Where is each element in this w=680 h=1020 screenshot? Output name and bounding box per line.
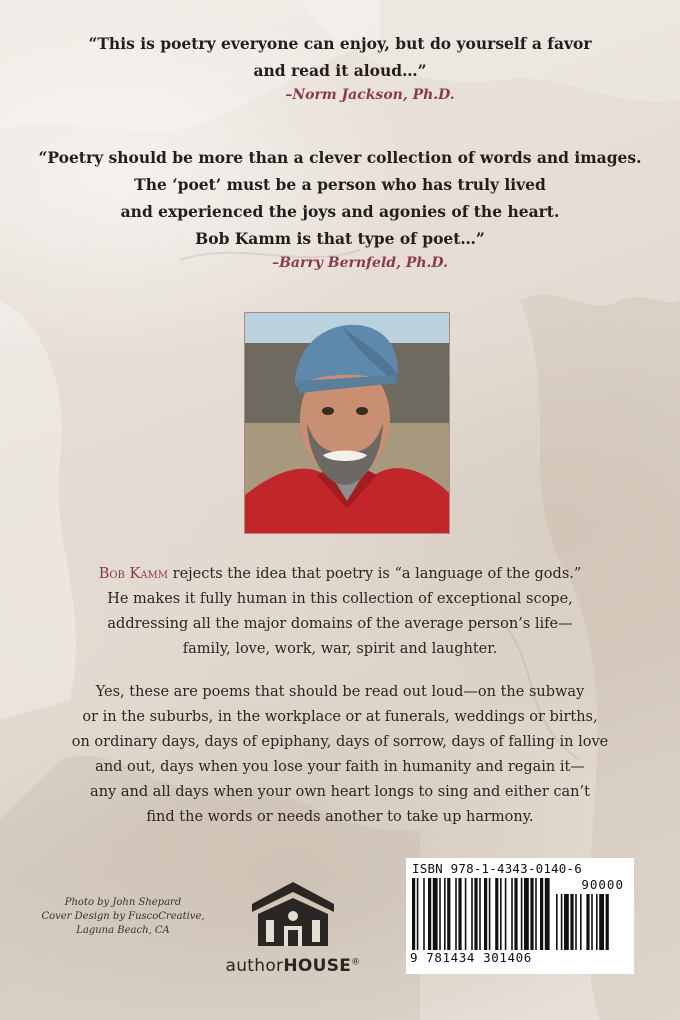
quote-1-attribution: –Norm Jackson, Ph.D. (285, 87, 455, 103)
description-paragraph-1 (0, 562, 680, 662)
description-p2-line-1: Yes, these are poems that should be read out loud—on the subway (95, 684, 585, 700)
description-line-1 (0, 562, 680, 587)
design-credit-line-1: Cover Design by FuscoCreative, (41, 911, 205, 922)
description-p2-line-4: and out, days when you lose your faith in humanity and regain it— (95, 759, 585, 775)
quote-2-line-4: Bob Kamm is that type of poet…” (195, 229, 485, 248)
author-photo (244, 312, 450, 534)
house-logo-icon (218, 880, 368, 952)
price-code: 90000 (581, 877, 624, 892)
publisher-name-light: author (225, 956, 284, 976)
author-name: Bob Kamm (98, 566, 169, 582)
description-paragraph-2 (0, 680, 680, 830)
description-line-2: He makes it fully human in this collection of exceptional scope, (107, 591, 573, 607)
quote-2-line-1: “Poetry should be more than a clever collection of words and images. (38, 148, 642, 167)
description-p2-line-2: or in the suburbs, in the workplace or at funerals, weddings or births, (82, 709, 598, 725)
publisher-name (218, 956, 368, 976)
photo-credit: Photo by John Shepard (64, 897, 182, 908)
description-p2-line-3: on ordinary days, days of epiphany, days of sorrow, days of falling in love (71, 734, 609, 750)
quote-2-line-3: and experienced the joys and agonies of the heart. (120, 202, 560, 221)
publisher-name-bold: HOUSE (283, 956, 352, 976)
description-line-4: family, love, work, war, spirit and laughter. (182, 641, 498, 657)
quote-2-line-2: The ‘poet’ must be a person who has truly lived (134, 175, 546, 194)
registered-mark: ® (351, 957, 361, 968)
cover-credits (38, 896, 208, 938)
isbn-barcode (406, 858, 634, 974)
description-line-3: addressing all the major domains of the average person’s life— (107, 616, 573, 632)
description-line-1-rest: rejects the idea that poetry is “a language of the gods.” (168, 566, 582, 582)
description-p2-line-5: any and all days when your own heart longs to sing and either can’t (90, 784, 590, 800)
publisher-logo (218, 880, 368, 980)
quote-1-line-1: “This is poetry everyone can enjoy, but do yourself a favor (88, 34, 592, 53)
description-p2-line-6: find the words or needs another to take up harmony. (146, 809, 534, 825)
quote-2-attribution: –Barry Bernfeld, Ph.D. (272, 255, 448, 271)
design-credit-line-2: Laguna Beach, CA (76, 925, 170, 936)
quote-1 (0, 30, 680, 106)
isbn-number: ISBN 978-1-4343-0140-6 (412, 861, 582, 876)
ean-number: 9 781434 301406 (410, 950, 532, 965)
quote-1-line-2: and read it aloud…” (253, 61, 427, 80)
quote-2 (0, 144, 680, 274)
